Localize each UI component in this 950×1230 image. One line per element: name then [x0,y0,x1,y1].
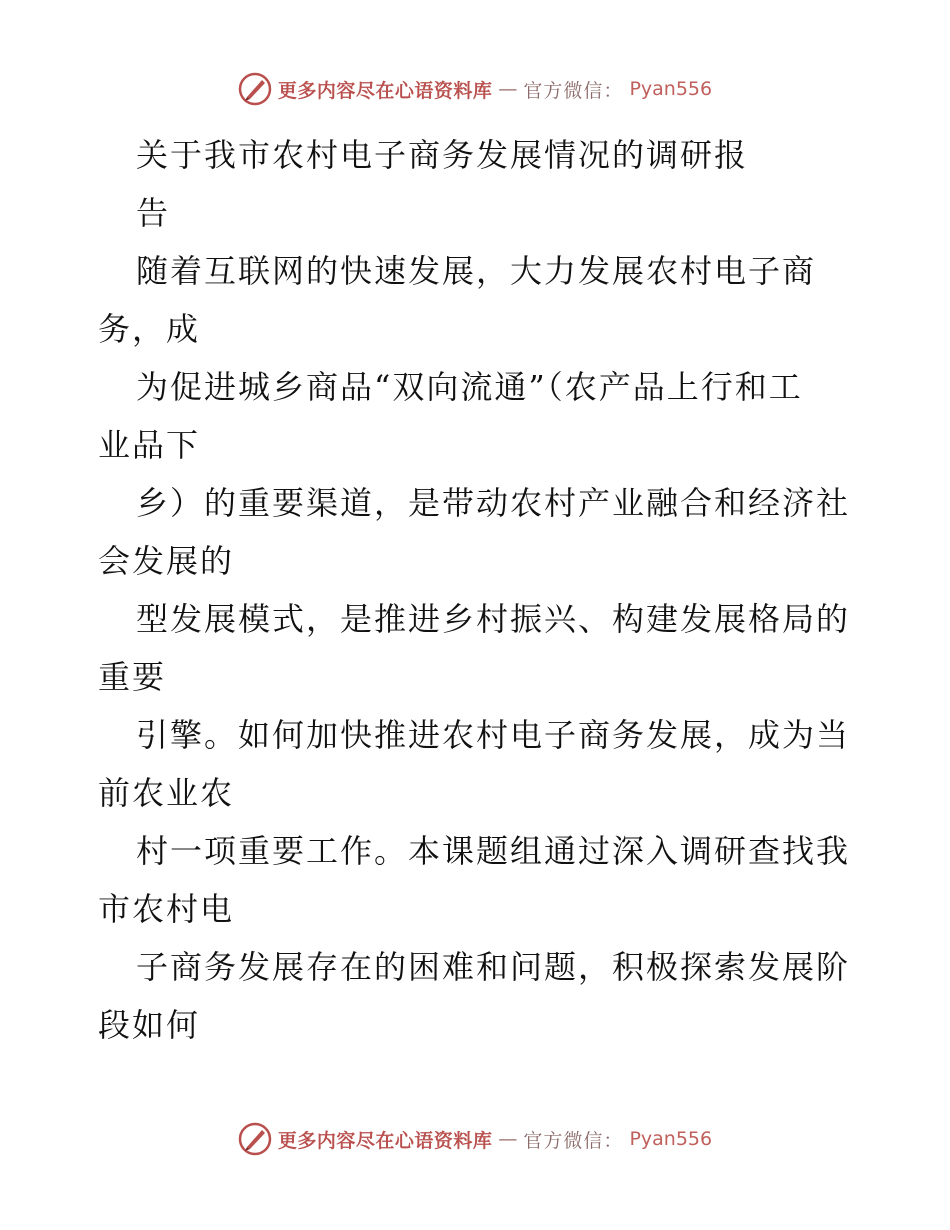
wechat-label: 官方微信： [523,79,624,102]
quill-logo-icon [238,1122,272,1156]
wechat-label: 官方微信： [523,1129,624,1152]
quill-logo-icon [238,72,272,106]
paragraph-line: 市农村电 [98,890,235,928]
banner-dash: — [498,78,518,100]
paragraph-line: 前农业农 [98,774,235,812]
paragraph-line: 引擎。如何加快推进农村电子商务发展，成为当 [136,716,851,754]
paragraph-line: 乡）的重要渠道，是带动农村产业融合和经济社 [136,484,851,522]
document-title-line: 关于我市农村电子商务发展情况的调研报 [136,136,749,174]
paragraph-line: 型发展模式，是推进乡村振兴、构建发展格局的 [136,600,851,638]
wechat-id: Pyan556 [629,1128,713,1150]
paragraph-line: 随着互联网的快速发展，大力发展农村电子商 [136,252,817,290]
paragraph-line: 务，成 [98,310,201,348]
document-body [98,126,858,1054]
paragraph-line: 会发展的 [98,542,235,580]
paragraph-line: 告 [136,194,171,232]
paragraph-line: 村一项重要工作。本课题组通过深入调研查找我 [136,832,851,870]
header-watermark-banner [0,72,950,106]
paragraph-line: 子商务发展存在的困难和问题，积极探索发展阶 [136,948,851,986]
paragraph-line: 为促进城乡商品“双向流通”（农产品上行和工 [136,368,803,406]
banner-dash: — [498,1128,518,1150]
footer-watermark-banner [0,1122,950,1156]
library-name: 更多内容尽在心语资料库 [277,1129,493,1152]
paragraph-line: 段如何 [98,1006,201,1044]
paragraph-line: 业品下 [98,426,201,464]
wechat-id: Pyan556 [629,78,713,100]
library-name: 更多内容尽在心语资料库 [277,79,493,102]
paragraph-line: 重要 [98,658,167,696]
